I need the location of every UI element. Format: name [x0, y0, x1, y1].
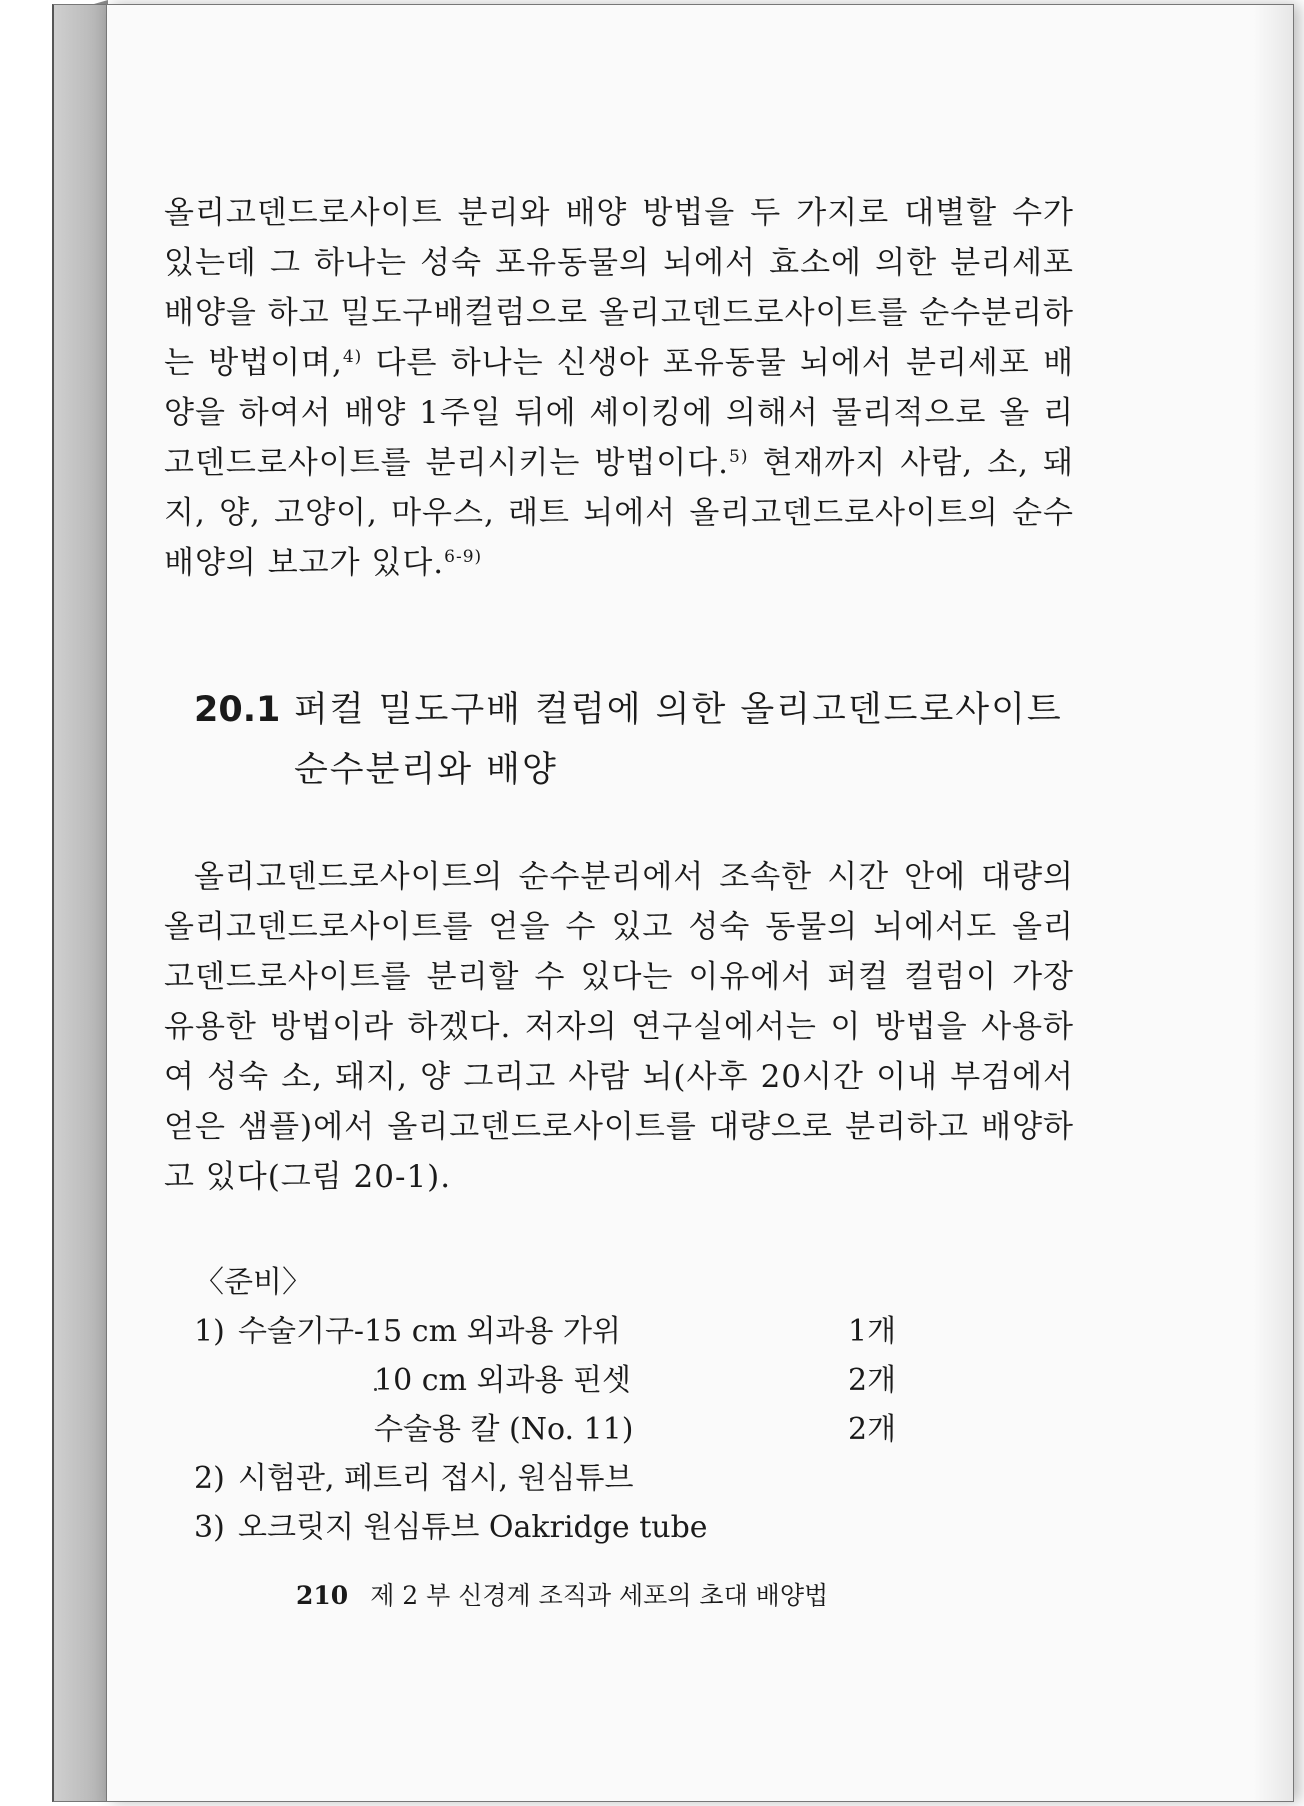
para1-line: 돼지, 양, 고양이, 마우스, 래트 뇌에서 올리고덴드로사이트의: [164, 445, 1075, 531]
section-number: 20.1: [194, 690, 281, 730]
section-title: [294, 680, 1074, 800]
item-number: 2): [194, 1461, 225, 1496]
item-quantity: 2개: [848, 1412, 897, 1447]
para1-line: 리고덴드로사이트를 분리시키는 방법이다.: [164, 395, 1075, 481]
intro-paragraph: [164, 188, 1074, 588]
item-number: [194, 1356, 238, 1405]
para2-line: 유용한 방법이라 하겠다. 저자의 연구실에서는 이 방법을 사용하: [164, 1009, 1074, 1045]
page-number: 210: [296, 1581, 349, 1610]
item-number: 3): [194, 1510, 225, 1545]
para2-line: 여 성숙 소, 돼지, 양 그리고 사람 뇌(사후 20시간 이내 부검에서: [164, 1059, 1074, 1095]
para2-line: 올리고덴드로사이트의 순수분리에서 조속한 시간 안에 대량의: [194, 859, 1074, 895]
para2-line: 얻은 샘플)에서 올리고덴드로사이트를 대량으로 분리하고 배양하: [164, 1109, 1074, 1145]
item-number: [194, 1405, 238, 1454]
list-item: [194, 1405, 1074, 1454]
section-heading: [194, 680, 1074, 800]
para2-line: 고덴드로사이트를 분리할 수 있다는 이유에서 퍼컬 컬럼이 가장: [164, 959, 1074, 995]
para1-line: 있는데 그 하나는 성숙 포유동물의 뇌에서 효소에 의한 분리세포: [164, 245, 1074, 281]
item-text: 수술기구-15 cm 외과용 가위: [238, 1314, 621, 1349]
page-edge-shadow: [1253, 5, 1293, 1801]
section-title-line: 순수분리와 배양: [294, 750, 558, 790]
reference-superscript: 5): [729, 447, 749, 467]
item-number: 1): [194, 1314, 225, 1349]
reference-superscript: 4): [342, 347, 363, 367]
item-quantity: [848, 1503, 968, 1552]
para1-line: 다른 하나는 신생아 포유동물 뇌에서 분리세포: [375, 345, 1030, 381]
item-text: 시험관, 페트리 접시, 원심튜브: [238, 1461, 634, 1496]
list-item: [194, 1454, 1074, 1503]
para1-line: 배양을 하여서 배양 1주일 뒤에 셰이킹에 의해서 물리적으로 올: [164, 345, 1075, 431]
para1-line: 는 방법이며,: [164, 345, 343, 381]
section-title-line: 퍼컬 밀도구배 컬럼에 의한 올리고덴드로사이트: [294, 690, 1063, 730]
running-title: 제 2 부 신경계 조직과 세포의 초대 배양법: [370, 1581, 829, 1610]
preparation-heading: 〈준비〉: [194, 1265, 312, 1300]
para1-line: 순수배양의 보고가 있다.: [164, 495, 1075, 581]
para1-line: 올리고덴드로사이트 분리와 배양 방법을 두 가지로 대별할 수가: [164, 195, 1074, 231]
para1-line: 현재까지 사람, 소,: [762, 445, 1029, 481]
item-text: 수술용 칼 (No. 11): [374, 1412, 634, 1447]
list-item: [194, 1503, 1074, 1552]
list-item: [194, 1307, 1074, 1356]
item-quantity: 1개: [848, 1314, 897, 1349]
book-spine: [52, 4, 110, 1802]
page-footer: [296, 1578, 828, 1614]
para2-line: 올리고덴드로사이트를 얻을 수 있고 성숙 동물의 뇌에서도 올리: [164, 909, 1074, 945]
para2-line: 고 있다(그림 20-1).: [164, 1159, 452, 1195]
item-text: 오크릿지 원심튜브 Oakridge tube: [238, 1510, 708, 1545]
para1-line: 배양을 하고 밀도구배컬럼으로 올리고덴드로사이트를 순수분리하: [164, 295, 1074, 331]
body-paragraph: [164, 852, 1074, 1202]
reference-superscript: 6-9): [444, 547, 483, 567]
item-quantity: [848, 1454, 968, 1503]
item-quantity: 2개: [848, 1363, 897, 1398]
item-text: 10 cm 외과용 핀셋: [374, 1363, 631, 1398]
list-item: [194, 1356, 1074, 1405]
page-content: [164, 188, 1074, 1552]
preparation-list: [194, 1258, 1074, 1552]
